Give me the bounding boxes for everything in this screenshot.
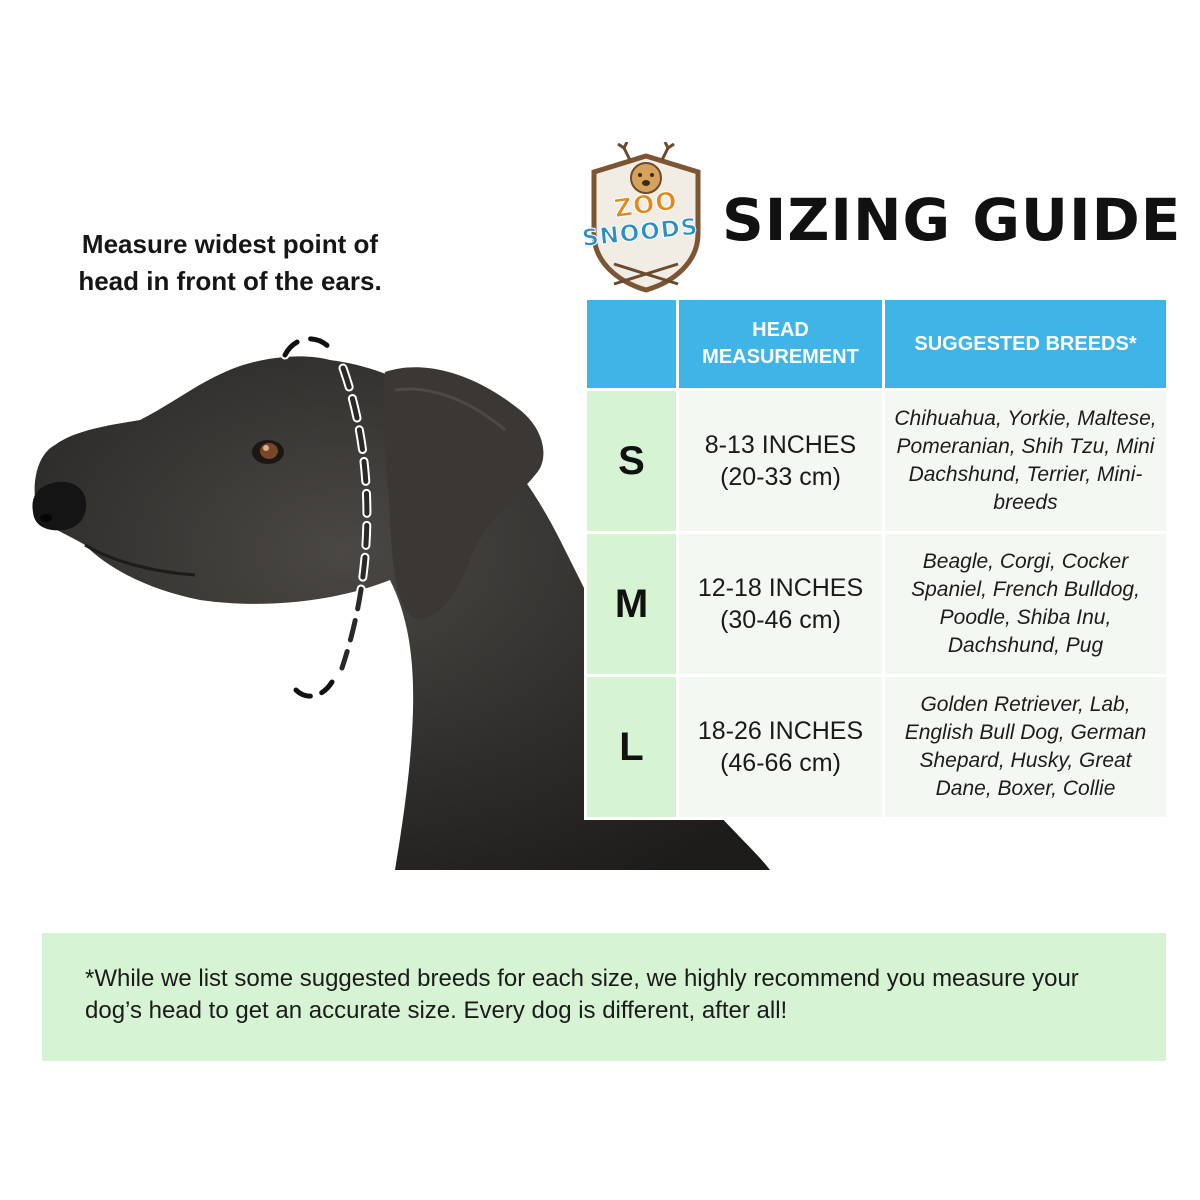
- page-title: SIZING GUIDE: [722, 186, 1182, 254]
- table-row: [586, 390, 1168, 533]
- brand-header: [580, 142, 1180, 302]
- footnote-text: *While we list some suggested breeds for each size, we highly recommend you measure your dog’s head to get an accurate size. Every dog is different, after all!: [85, 965, 1079, 1024]
- table-header-row: [586, 299, 1168, 390]
- table-row: [586, 676, 1168, 819]
- table-row: [586, 533, 1168, 676]
- measurement-cell: [678, 390, 884, 533]
- header-suggested-breeds: SUGGESTED BREEDS*: [884, 299, 1168, 390]
- dog-nose: [32, 482, 86, 531]
- measurement-inches: 18-26 INCHES: [697, 717, 864, 745]
- instruction-line-2: head in front of the ears.: [78, 266, 382, 296]
- breeds-cell: Golden Retriever, Lab, English Bull Dog, German Shepard, Husky, Great Dane, Boxer, Collie: [884, 676, 1168, 819]
- measurement-cell: [678, 676, 884, 819]
- dog-eye: [252, 440, 284, 464]
- size-label: L: [586, 676, 678, 819]
- sizing-table: [584, 297, 1169, 820]
- header-head-measurement: HEAD MEASUREMENT: [678, 299, 884, 390]
- measurement-cm: (30-46 cm): [720, 606, 841, 634]
- measurement-cell: [678, 533, 884, 676]
- measure-instruction: [40, 226, 420, 300]
- measurement-inches: 8-13 INCHES: [704, 431, 857, 459]
- footnote-banner: [42, 933, 1166, 1061]
- breeds-cell: Beagle, Corgi, Cocker Spaniel, French Bulldog, Poodle, Shiba Inu, Dachshund, Pug: [884, 533, 1168, 676]
- logo-word-snoods: SNOODS: [580, 213, 700, 253]
- size-label: S: [586, 390, 678, 533]
- breeds-cell: Chihuahua, Yorkie, Maltese, Pomeranian, Shih Tzu, Mini Dachshund, Terrier, Mini-breeds: [884, 390, 1168, 533]
- measurement-inches: 12-18 INCHES: [697, 574, 864, 602]
- instruction-line-1: Measure widest point of: [81, 229, 379, 259]
- size-label: M: [586, 533, 678, 676]
- measurement-cm: (46-66 cm): [720, 749, 841, 777]
- logo-word-zoo: ZOO: [612, 185, 680, 224]
- measurement-cm: (20-33 cm): [720, 463, 841, 491]
- header-size: [586, 299, 678, 390]
